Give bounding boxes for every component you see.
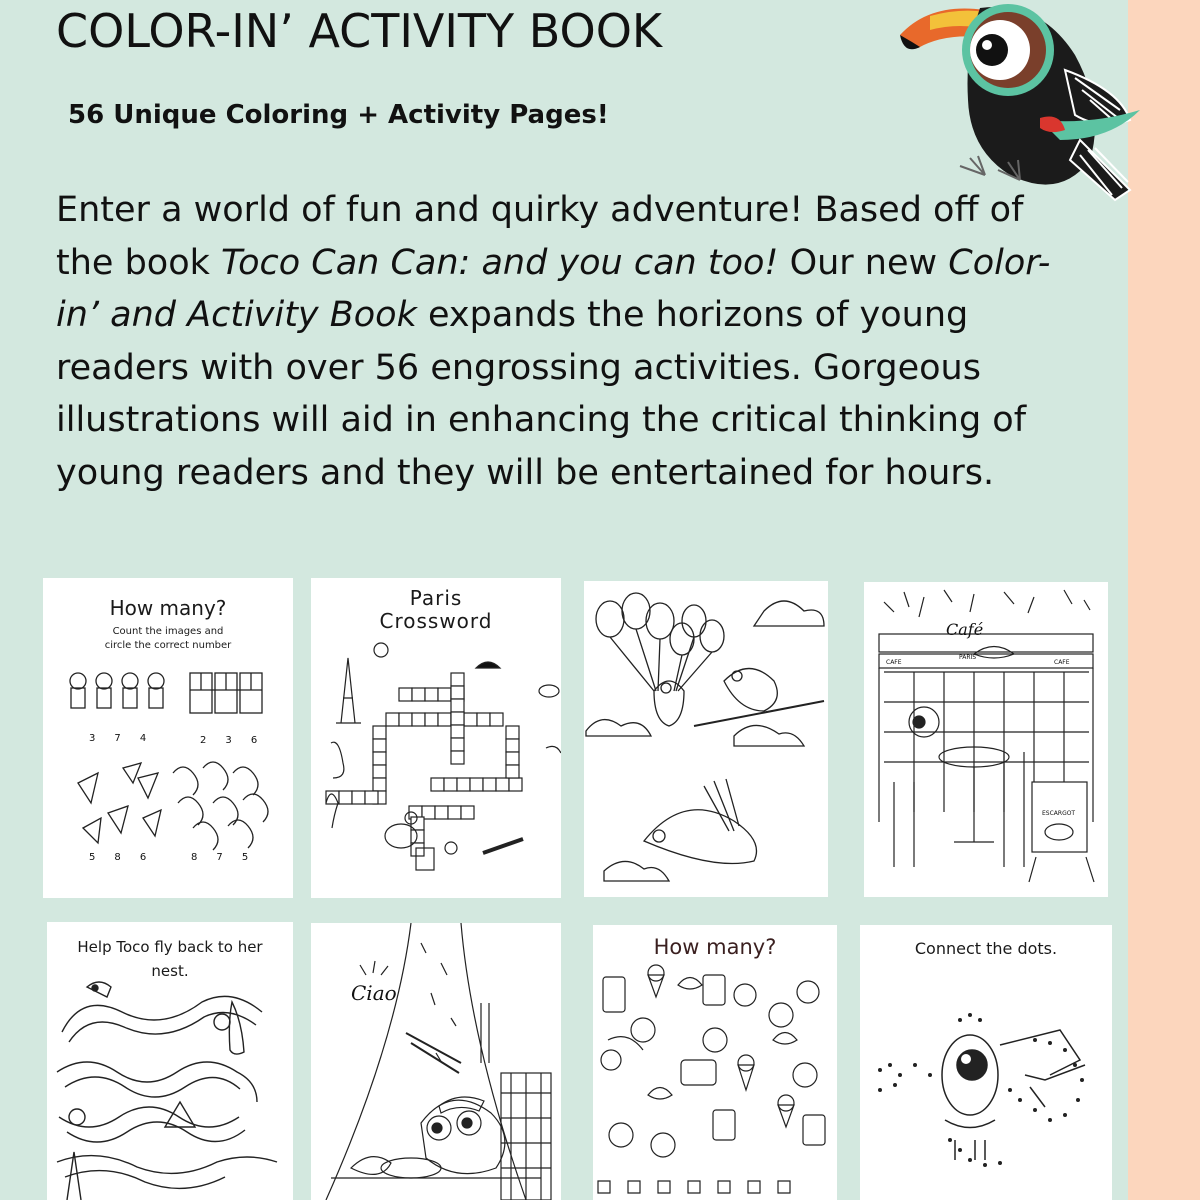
balloon-birds-illustration [584, 581, 828, 897]
activity-page-how-many-1 [43, 578, 293, 898]
description-outro: expands the horizons of young readers with over 56 engrossing activities. Gorgeous illustrations will aid in enhancing the critical thinking of young readers and they will be entertained for hours. [56, 295, 1027, 493]
connect-dots-title: Connect the dots. [914, 939, 1058, 958]
page-title: COLOR-IN’ ACTIVITY BOOK [56, 4, 663, 58]
maze-title-line1: Help Toco fly back to her [77, 938, 263, 956]
answers-row1-left: 3 7 4 [89, 733, 147, 744]
toucan-icon [890, 0, 1150, 215]
connect-dots-illustration [860, 925, 1112, 1200]
cafe-sign: Café [946, 620, 984, 639]
cafe-board-label: ESCARGOT [1042, 810, 1076, 817]
activity-page-maze [47, 922, 293, 1200]
description [56, 184, 1066, 499]
answers-row2-right: 8 7 5 [191, 852, 249, 863]
crossword-title-line1: Paris [409, 586, 463, 610]
description-paragraph [56, 184, 1066, 499]
coloring-page-cafe [864, 582, 1108, 897]
description-intro: Enter a world of fun and quirky adventure! Based off of the book [56, 190, 1024, 283]
answers-row1-right: 2 3 6 [200, 735, 258, 746]
activity-page-connect-dots [860, 925, 1112, 1200]
coloring-page-ciao [311, 923, 561, 1200]
ciao-illustration [311, 923, 561, 1200]
answers-row2-left: 5 8 6 [89, 852, 147, 863]
cafe-left-label: CAFE [886, 659, 902, 666]
description-mid: Our new [778, 242, 949, 283]
page-subtitle: 56 Unique Coloring + Activity Pages! [68, 100, 609, 130]
count-instructions-line2: circle the correct number [104, 640, 232, 651]
cafe-illustration [864, 582, 1108, 897]
product-name: Color-in’ and Activity Book [56, 242, 1051, 335]
how-many-title-2: How many? [653, 935, 777, 959]
coloring-page-balloon-birds [584, 581, 828, 897]
activity-page-how-many-2 [593, 925, 837, 1200]
activity-page-crossword [311, 578, 561, 898]
how-many-title: How many? [109, 596, 227, 620]
how-many-illustration-2 [593, 925, 837, 1200]
ciao-text: Ciao [351, 981, 397, 1005]
cafe-right-label: CAFE [1054, 659, 1070, 666]
book-title: Toco Can Can: and you can too! [221, 242, 779, 283]
crossword-title-line2: Crossword [379, 609, 493, 633]
maze-title-line2: nest. [151, 962, 189, 980]
count-instructions-line1: Count the images and [112, 626, 224, 637]
cafe-awning-label: PARIS [959, 654, 977, 661]
